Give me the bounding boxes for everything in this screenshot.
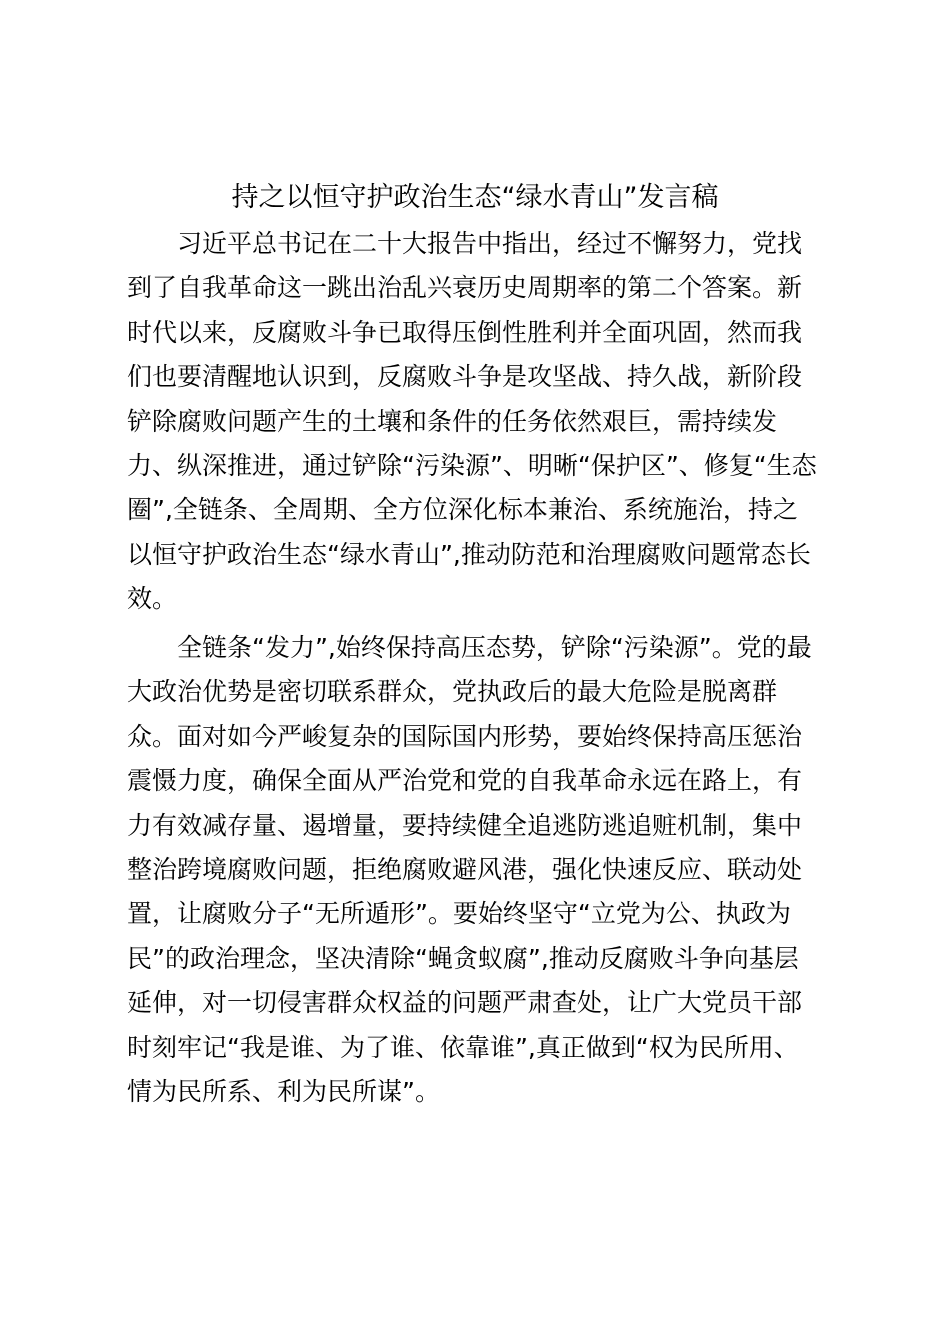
paragraph-line: 民”的政治理念，坚决清除“蝇贪蚁腐”,推动反腐败斗争向基层 [127, 943, 799, 973]
paragraph-line: 延伸，对一切侵害群众权益的问题严肃查处，让广大党员干部 [127, 988, 803, 1018]
paragraph-line: 全链条“发力”,始终保持高压态势，铲除“污染源”。党的最 [177, 633, 812, 662]
paragraph-line: 们也要清醒地认识到，反腐败斗争是攻坚战、持久战，新阶段 [127, 362, 803, 392]
paragraph-line: 铲除腐败问题产生的土壤和条件的任务依然艰巨，需持续发 [127, 406, 778, 436]
paragraph-line: 时代以来，反腐败斗争已取得压倒性胜利并全面巩固，然而我 [127, 317, 803, 347]
document-title: 持之以恒守护政治生态“绿水青山”发言稿 [231, 182, 719, 213]
paragraph-line: 众。面对如今严峻复杂的国际国内形势，要始终保持高压惩治 [127, 721, 803, 751]
paragraph-1 [127, 222, 832, 622]
paragraph-line: 习近平总书记在二十大报告中指出，经过不懈努力，党找 [177, 229, 803, 258]
paragraph-line: 时刻牢记“我是谁、为了谁、依靠谁”,真正做到“权为民所用、 [127, 1032, 799, 1062]
paragraph-line: 力有效减存量、遏增量，要持续健全追逃防逃追赃机制，集中 [127, 810, 803, 840]
paragraph-line: 大政治优势是密切联系群众，党执政后的最大危险是脱离群 [127, 677, 778, 707]
paragraph-line: 效。 [127, 584, 178, 614]
paragraph-line: 置，让腐败分子“无所遁形”。要始终坚守“立党为公、执政为 [127, 899, 791, 929]
paragraph-line: 情为民所系、利为民所谋”。 [127, 1076, 440, 1106]
paragraph-line: 到了自我革命这一跳出治乱兴衰历史周期率的第二个答案。新 [127, 273, 803, 303]
paragraph-line: 力、纵深推进，通过铲除“污染源”、明晰“保护区”、修复“生态 [127, 450, 817, 480]
paragraph-line: 整治跨境腐败问题，拒绝腐败避风港，强化快速反应、联动处 [127, 854, 803, 884]
paragraph-2 [127, 626, 832, 1114]
paragraph-line: 圈”,全链条、全周期、全方位深化标本兼治、系统施治，持之 [127, 495, 798, 525]
paragraph-line: 震慑力度，确保全面从严治党和党的自我革命永远在路上，有 [127, 766, 803, 796]
paragraph-line: 以恒守护政治生态“绿水青山”,推动防范和治理腐败问题常态长 [127, 539, 811, 569]
